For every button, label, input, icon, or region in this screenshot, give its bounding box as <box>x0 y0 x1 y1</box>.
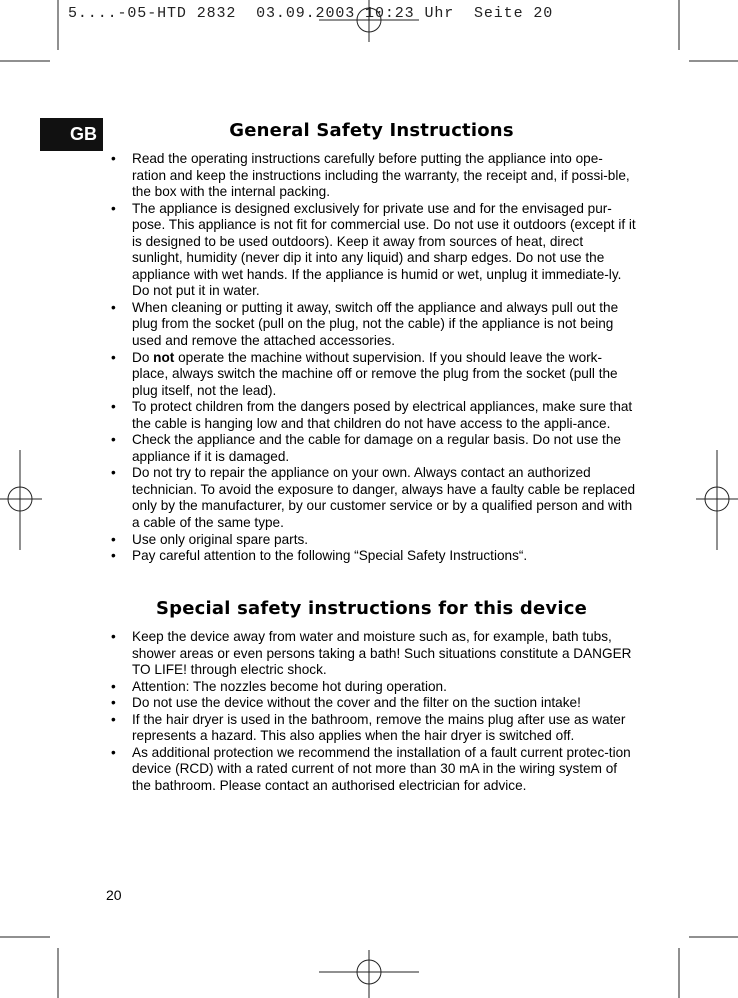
registration-mark-right <box>696 450 738 550</box>
print-slug-header: 5....-05-HTD 2832 03.09.2003 10:23 Uhr Seite 20 <box>68 5 554 22</box>
list-item: • Do not operate the machine without supervision. If you should leave the work-place, always switch the machine off or remove the plug from the socket (pull the plug itself, not the lead). <box>108 350 636 400</box>
special-safety-list <box>108 629 636 794</box>
list-item: • The appliance is designed exclusively for private use and for the envisaged pur-pose. This appliance is not fit for commercial use. Do not use it outdoors (except if it is designed to be used outdoors). Keep it away from sources of heat, direct sunlight, humidity (never dip it into any liquid) and sharp edges. Do not use the appliance with wet hands. If the appliance is humid or wet, unplug it immediate-ly. Do not put it in water. <box>108 201 636 300</box>
page-number: 20 <box>106 887 122 903</box>
registration-mark-top <box>319 0 419 42</box>
list-item: • As additional protection we recommend the installation of a fault current protec-tion device (RCD) with a rated current of not more than 30 mA in the wiring system of the bathroom. Please contact an authorised electrician for advice. <box>108 745 636 795</box>
list-item: • Attention: The nozzles become hot during operation. <box>108 679 636 696</box>
list-item: • Read the operating instructions carefully before putting the appliance into ope-ration and keep the instructions including the warranty, the receipt and, if possi-ble, the box with the internal packing. <box>108 151 636 201</box>
special-safety-heading: Special safety instructions for this device <box>156 598 587 619</box>
list-item: • When cleaning or putting it away, switch off the appliance and always pull out the plug from the socket (pull on the plug, not the cable) if the appliance is not being used and remove the attached accessories. <box>108 300 636 350</box>
language-tab: GB <box>40 118 103 151</box>
list-item: • Do not use the device without the cover and the filter on the suction intake! <box>108 695 636 712</box>
list-item: • To protect children from the dangers posed by electrical appliances, make sure that the cable is hanging low and that children do not have access to the appli-ance. <box>108 399 636 432</box>
list-item: • If the hair dryer is used in the bathroom, remove the mains plug after use as water represents a hazard. This also applies when the hair dryer is switched off. <box>108 712 636 745</box>
general-safety-heading: General Safety Instructions <box>229 120 514 141</box>
list-item: • Keep the device away from water and moisture such as, for example, bath tubs, shower areas or even persons taking a bath! Such situations constitute a DANGER TO LIFE! through electric shock. <box>108 629 636 679</box>
emphasis-not: not <box>153 349 175 365</box>
list-item: • Check the appliance and the cable for damage on a regular basis. Do not use the appliance if it is damaged. <box>108 432 636 465</box>
list-item: • Use only original spare parts. <box>108 532 636 549</box>
list-item: • Pay careful attention to the following “Special Safety Instructions“. <box>108 548 636 565</box>
list-item: • Do not try to repair the appliance on your own. Always contact an authorized technician. To avoid the exposure to danger, always have a faulty cable be replaced only by the manufacturer, by our customer service or by a qualified person and with a cable of the same type. <box>108 465 636 531</box>
registration-mark-bottom <box>319 950 419 998</box>
general-safety-list <box>108 151 636 565</box>
registration-mark-left <box>0 450 42 550</box>
